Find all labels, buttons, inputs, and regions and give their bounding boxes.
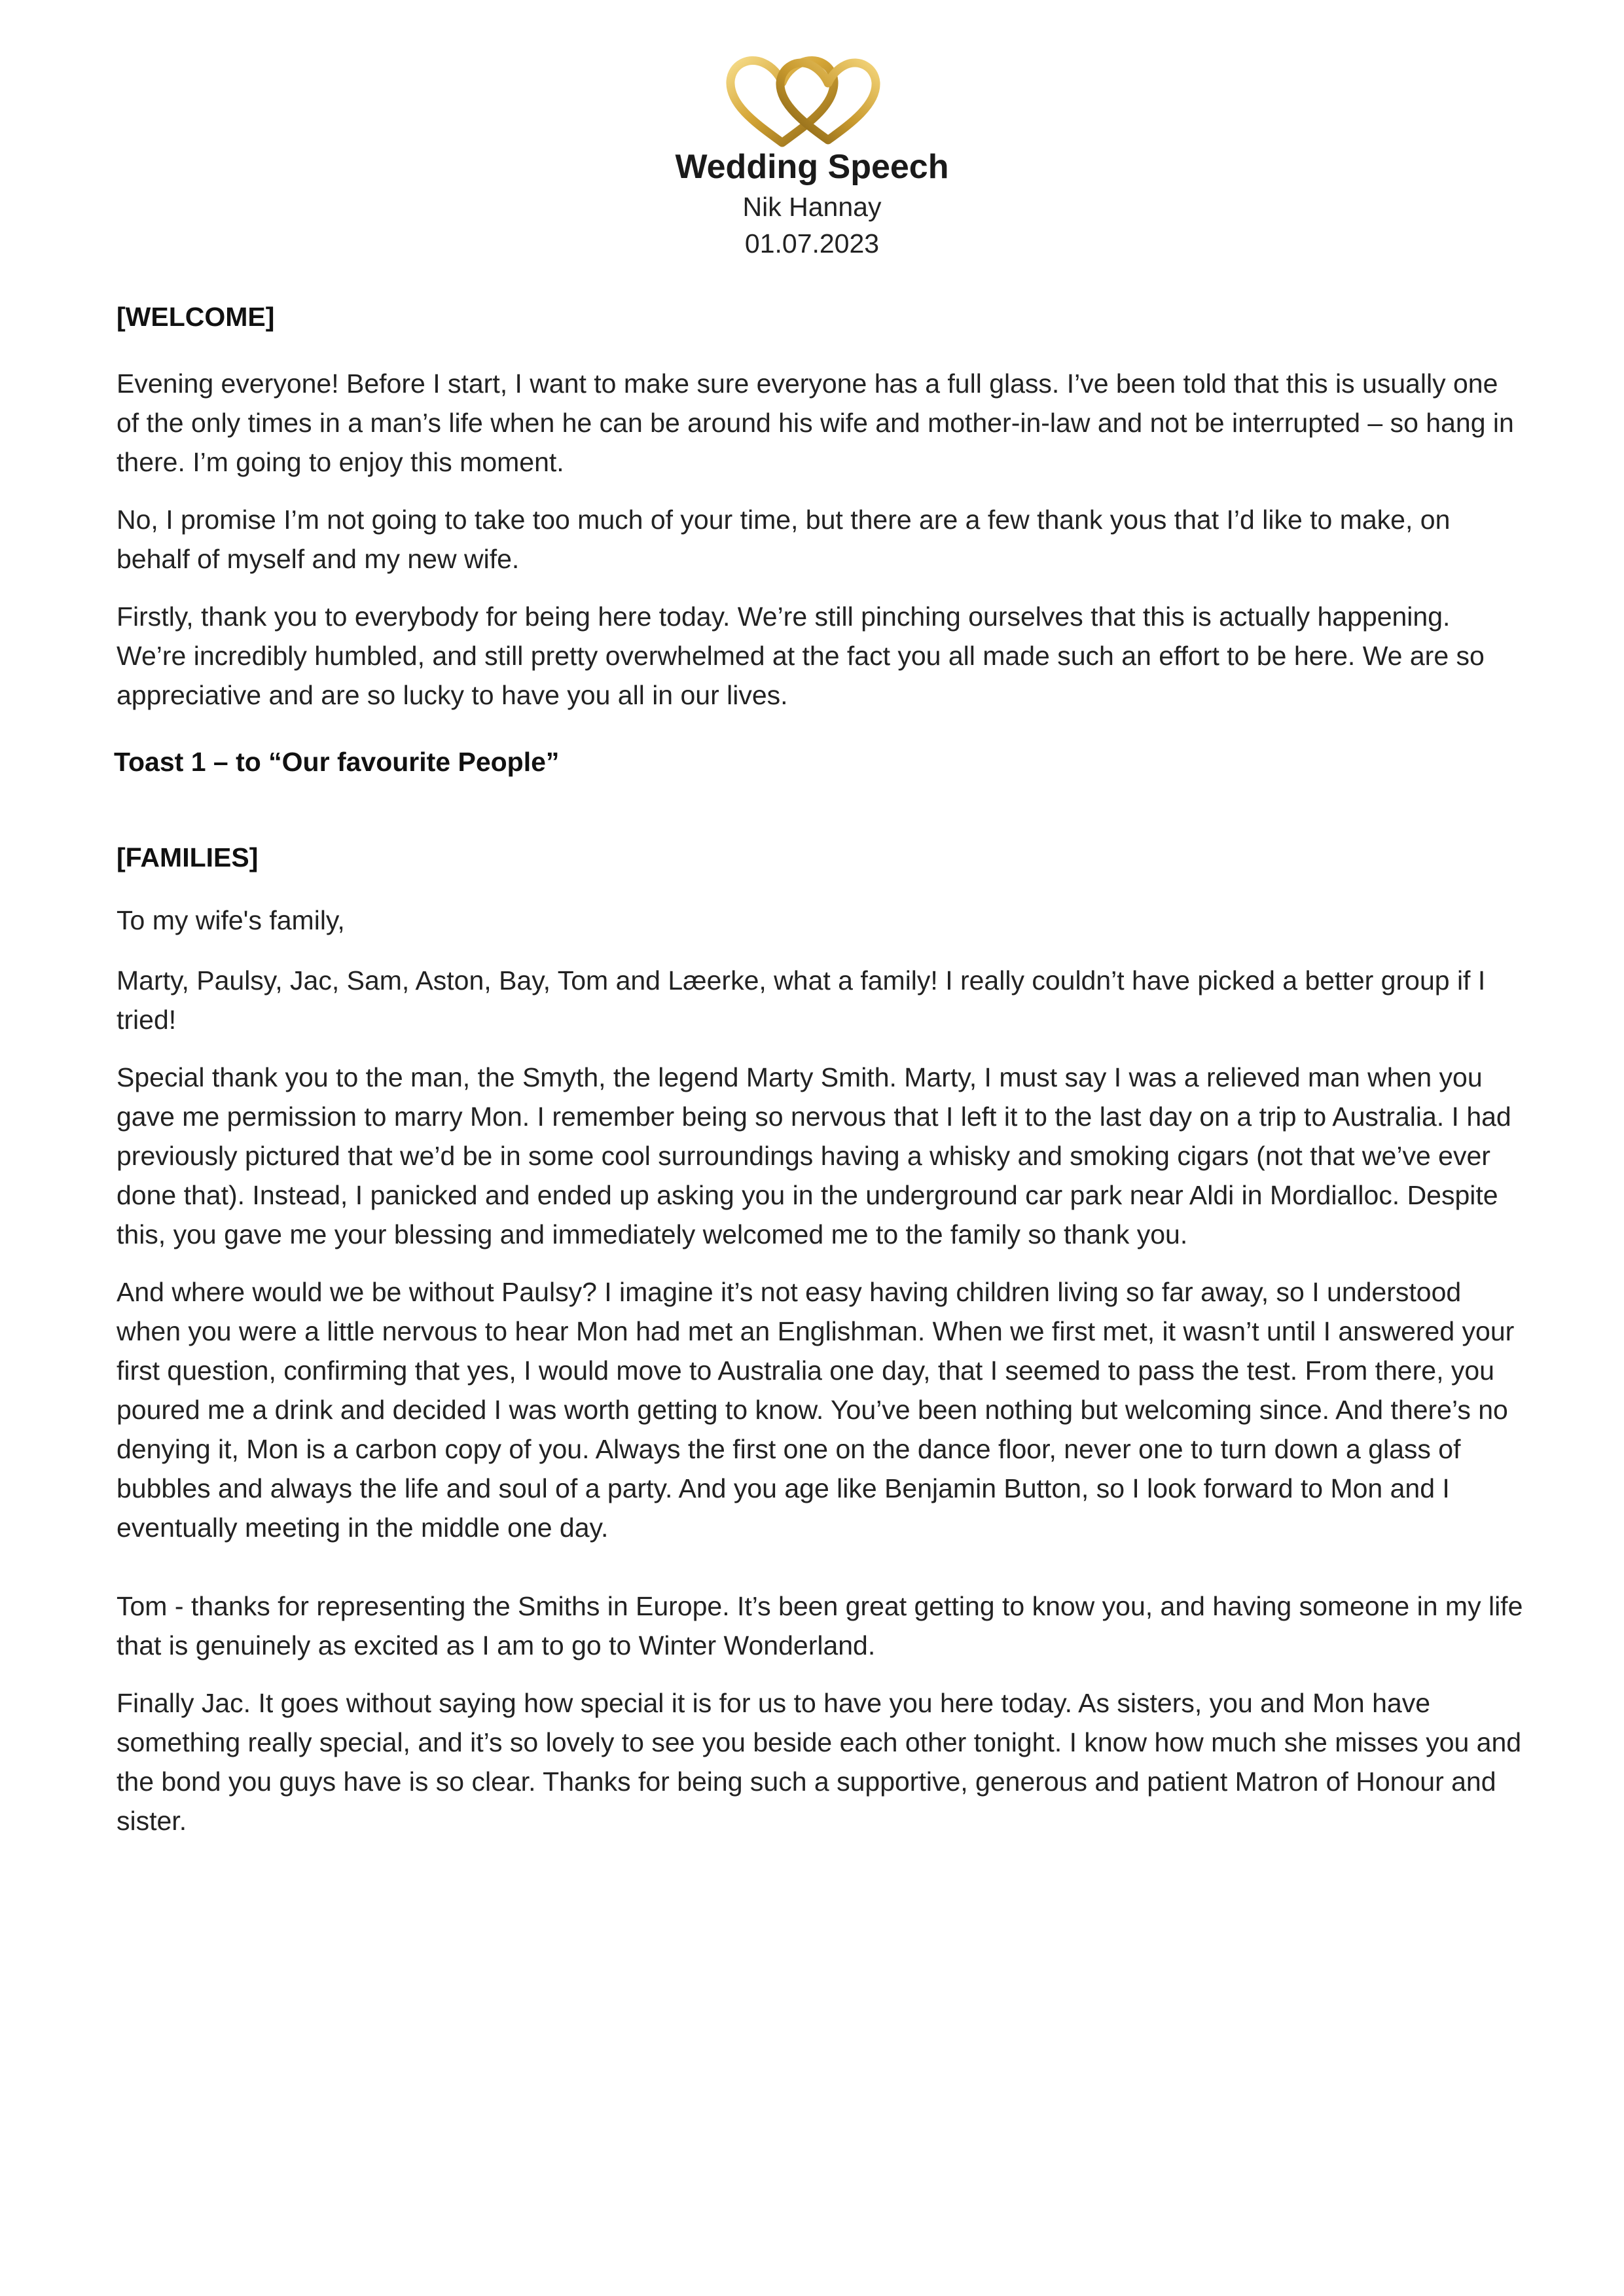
speech-body [114,297,1524,1840]
document-title: Wedding Speech [675,148,949,186]
paragraph: Evening everyone! Before I start, I want to make sure everyone has a full glass. I’ve been told that this is usually one of the only times in a man’s life when he can be around his wife and mother-in-law and not be interrupted – so hang in there. I’m going to enjoy this moment. [117,368,1514,477]
toast-heading: Toast 1 – to “Our favourite People” [114,747,560,777]
paragraph: Special thank you to the man, the Smyth, the legend Marty Smith. Marty, I must say I was a relieved man when you gave me permission to marry Mon. I remember being so nervous that I left it to the last day on a trip to Australia. I had previously pictured that we’d be in some cool surroundings having a whisky and smoking cigars (not that we’ve ever done that). Instead, I panicked and ended up asking you in the underground car park near Aldi in Mordialloc. Despite this, you gave me your blessing and immediately welcomed me to the family so thank you. [117,1062,1511,1249]
paragraph: And where would we be without Paulsy? I imagine it’s not easy having children living so far away, so I understood when you were a little nervous to hear Mon had met an Englishman. When we first met, it wasn’t until I answered your first question, confirming that yes, I would move to Australia one day, that I seemed to pass the test. From there, you poured me a drink and decided I was worth getting to know. You’ve been nothing but welcoming since. And there’s no denying it, Mon is a carbon copy of you. Always the first one on the dance floor, never one to turn down a glass of bubbles and always the life and soul of a party. And you age like Benjamin Button, so I look forward to Mon and I eventually meeting in the middle one day. [117,1277,1515,1543]
paragraph: Firstly, thank you to everybody for being here today. We’re still pinching ourselves that this is actually happening. We’re incredibly humbled, and still pretty overwhelmed at the fact you all made such an effort to be here. We are so appreciative and are so lucky to have you all in our lives. [117,601,1485,710]
author-name: Nik Hannay [742,192,882,222]
paragraph: Marty, Paulsy, Jac, Sam, Aston, Bay, Tom and Læerke, what a family! I really couldn’t have picked a better group if I tried! [117,965,1486,1035]
interlocked-hearts-icon [720,52,890,151]
document-header [0,145,1624,262]
paragraph: No, I promise I’m not going to take too much of your time, but there are a few thank yous that I’d like to make, on behalf of myself and my new wife. [117,505,1451,574]
paragraph: To my wife's family, [117,905,345,935]
document-date: 01.07.2023 [744,228,880,259]
section-heading-welcome: [WELCOME] [117,302,275,332]
paragraph: Finally Jac. It goes without saying how special it is for us to have you here today. As sisters, you and Mon have something really special, and it’s so lovely to see you beside each other tonight. I know how much she misses you and the bond you guys have is so clear. Thanks for being such a supportive, generous and patient Matron of Honour and sister. [117,1688,1522,1836]
section-heading-families: [FAMILIES] [117,842,259,872]
paragraph: Tom - thanks for representing the Smiths in Europe. It’s been great getting to know you, and having someone in my life that is genuinely as excited as I am to go to Winter Wonderland. [117,1591,1523,1660]
